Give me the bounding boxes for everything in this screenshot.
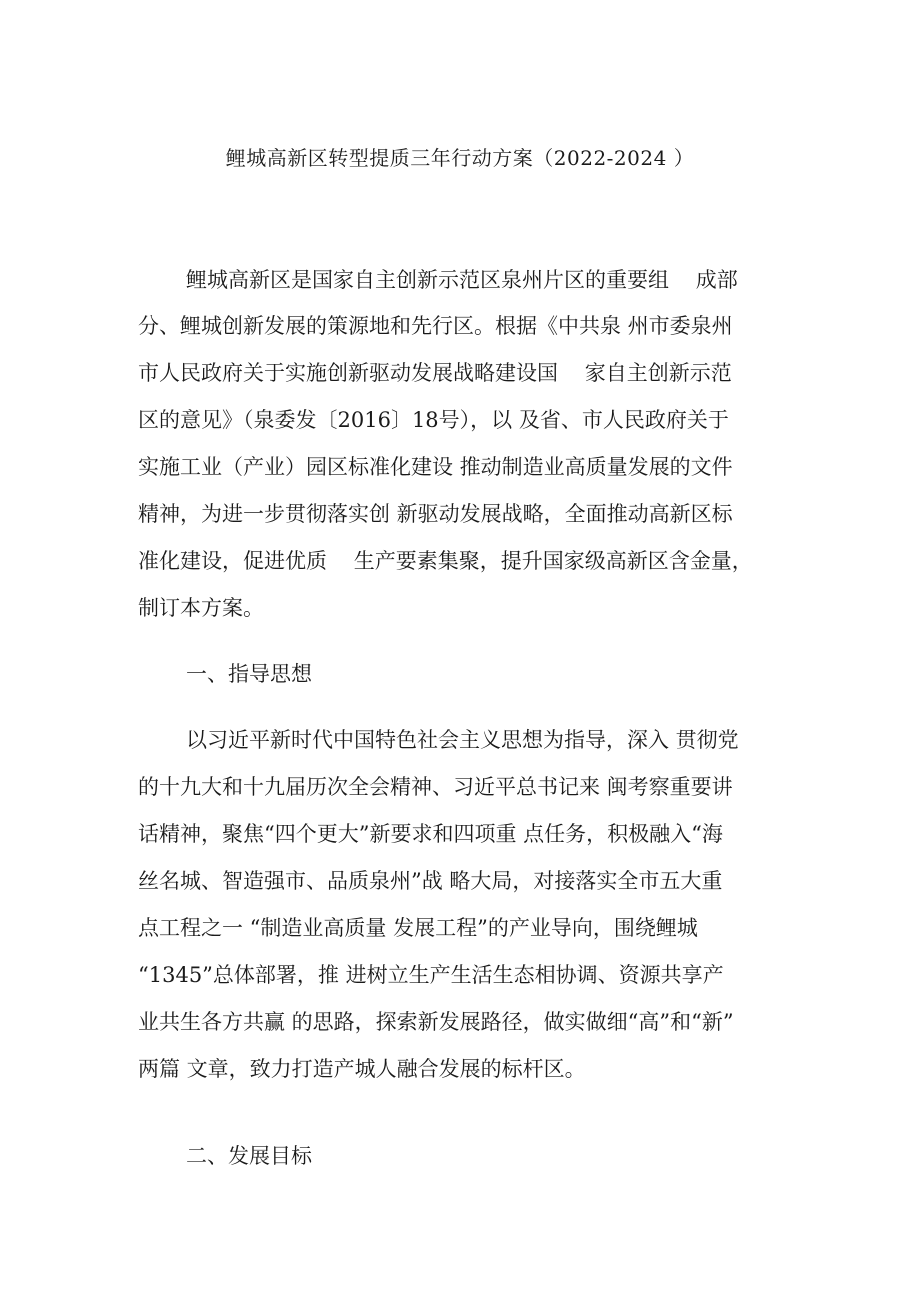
section-1-line-2: 的十九大和十九届历次全会精神、习近平总书记来 闽考察重要讲 — [138, 775, 733, 799]
intro-line-7: 准化建设，促进优质 生产要素集聚，提升国家级高新区含金量， — [138, 549, 753, 573]
section-1-line-7: 业共生各方共赢 的思路，探索新发展路径，做实做细“高”和“新” — [138, 1010, 734, 1034]
section-1-line-3: 话精神，聚焦“四个更大”新要求和四项重 点任务，积极融入“海 — [138, 822, 723, 846]
intro-line-6: 精神，为进一步贯彻落实创 新驱动发展战略，全面推动高新区标 — [138, 502, 733, 526]
intro-line-2: 分、鲤城创新发展的策源地和先行区。根据《中共泉 州市委泉州 — [138, 314, 733, 338]
intro-line-4: 区的意见》（泉委发〔2016〕18号），以 及省、市人民政府关于 — [138, 408, 729, 432]
intro-line-1: 鲤城高新区是国家自主创新示范区泉州片区的重要组 成部 — [186, 268, 738, 292]
section-1-heading: 一、指导思想 — [186, 662, 312, 686]
section-1-line-8: 两篇 文章，致力打造产城人融合发展的标杆区。 — [138, 1057, 586, 1081]
document-title: 鲤城高新区转型提质三年行动方案（2022-2024 ） — [225, 146, 695, 170]
intro-line-3: 市人民政府关于实施创新驱动发展战略建设国 家自主创新示范 — [138, 361, 732, 385]
intro-line-8: 制订本方案。 — [138, 596, 264, 620]
intro-line-5: 实施工业（产业）园区标准化建设 推动制造业高质量发展的文件 — [138, 455, 733, 479]
section-1-line-4: 丝名城、智造强市、品质泉州”战 略大局，对接落实全市五大重 — [138, 869, 723, 893]
section-1-line-1: 以习近平新时代中国特色社会主义思想为指导，深入 贯彻党 — [186, 728, 739, 752]
section-2-heading: 二、发展目标 — [186, 1144, 312, 1168]
section-1-line-5: 点工程之一 “制造业高质量 发展工程”的产业导向，围绕鲤城 — [138, 916, 698, 940]
section-1-line-6: “1345”总体部署，推 进树立生产生活生态相协调、资源共享产 — [138, 963, 724, 987]
